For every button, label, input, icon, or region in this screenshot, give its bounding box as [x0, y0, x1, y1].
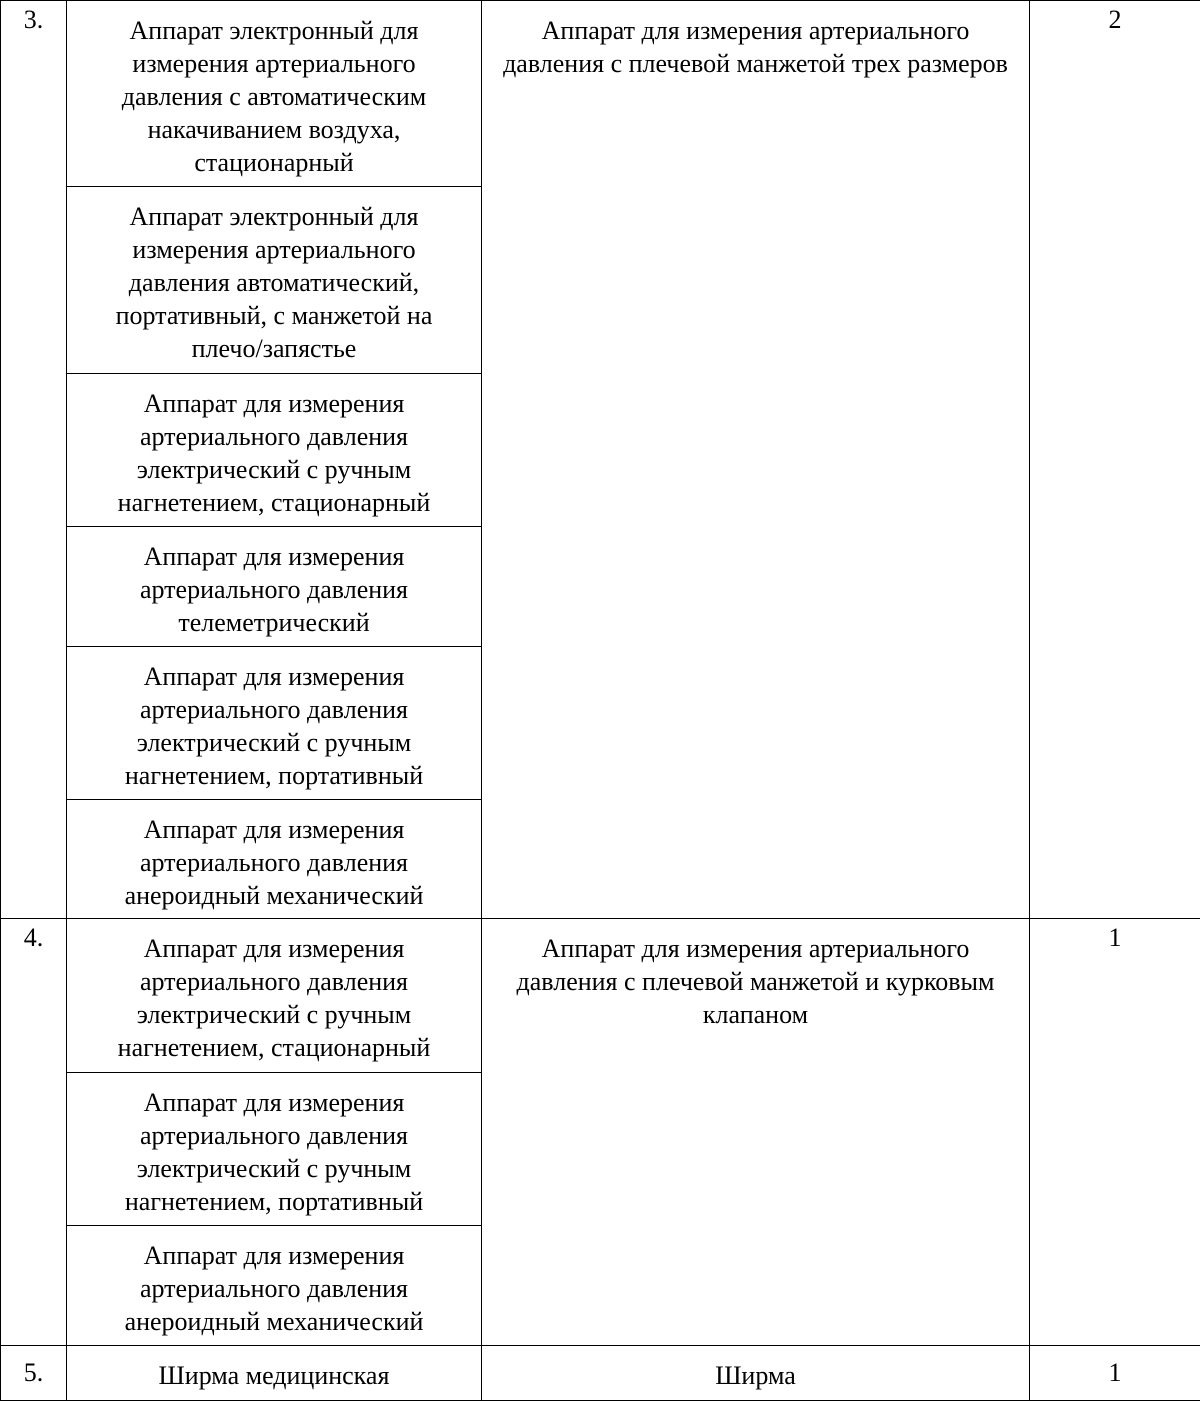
- equipment-type-cell: [67, 919, 482, 1073]
- equipment-type-text: Аппарат для измерения артериального давления электрический с ручным нагнетением, портативный: [81, 660, 467, 792]
- equipment-type-text: Аппарат для измерения артериального давления электрический с ручным нагнетением, стационарный: [81, 387, 467, 519]
- equipment-type-cell: [67, 374, 482, 527]
- equipment-type-text: Аппарат для измерения артериального давления анероидный механический: [81, 1239, 467, 1338]
- row-number: 4.: [1, 919, 67, 1346]
- requirement-cell: [482, 1346, 1030, 1401]
- equipment-type-cell: [67, 527, 482, 647]
- requirement-text: Ширма: [496, 1359, 1015, 1392]
- table-row: [1, 919, 1200, 1073]
- equipment-type-text: Аппарат для измерения артериального давления телеметрический: [81, 540, 467, 639]
- equipment-type-text: Аппарат для измерения артериального давления анероидный механический: [81, 813, 467, 912]
- requirement-text: Аппарат для измерения артериального давления с плечевой манжетой трех размеров: [496, 14, 1015, 80]
- quantity-cell: 2: [1030, 1, 1200, 919]
- equipment-type-text: Аппарат электронный для измерения артериального давления с автоматическим накачиванием воздуха, стационарный: [81, 14, 467, 179]
- equipment-type-text: Аппарат для измерения артериального давления электрический с ручным нагнетением, стационарный: [81, 932, 467, 1064]
- equipment-type-cell: [67, 187, 482, 374]
- equipment-type-cell: [67, 800, 482, 919]
- requirement-cell: [482, 1, 1030, 919]
- requirement-cell: [482, 919, 1030, 1346]
- equipment-type-cell: [67, 1, 482, 187]
- table-row: [1, 1346, 1200, 1401]
- equipment-type-text: Аппарат для измерения артериального давления электрический с ручным нагнетением, портативный: [81, 1086, 467, 1218]
- equipment-type-cell: [67, 1346, 482, 1401]
- equipment-type-cell: [67, 1226, 482, 1346]
- row-number: 5.: [1, 1346, 67, 1401]
- equipment-type-cell: [67, 1073, 482, 1226]
- equipment-type-text: Ширма медицинская: [81, 1359, 467, 1392]
- quantity-cell: 1: [1030, 1346, 1200, 1401]
- equipment-type-text: Аппарат электронный для измерения артериального давления автоматический, портативный, с манжетой на плечо/запястье: [81, 200, 467, 365]
- requirement-text: Аппарат для измерения артериального давления с плечевой манжетой и курковым клапаном: [496, 932, 1015, 1031]
- equipment-type-cell: [67, 647, 482, 800]
- row-number: 3.: [1, 1, 67, 919]
- quantity-cell: 1: [1030, 919, 1200, 1346]
- table-row: [1, 1, 1200, 187]
